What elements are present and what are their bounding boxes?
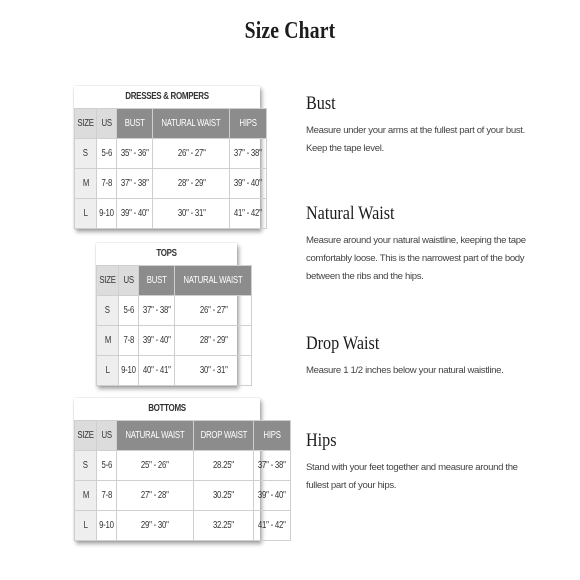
table-row	[75, 451, 291, 481]
table-row	[75, 169, 267, 199]
header-drop-waist: DROP WAIST	[200, 430, 247, 441]
drop-waist-heading: Drop Waist	[306, 333, 380, 354]
cell-hips: 41" - 42"	[258, 520, 287, 531]
table-title: TOPS	[156, 248, 177, 259]
cell-bust: 40" - 41"	[142, 365, 171, 376]
table-row	[75, 481, 291, 511]
cell-size: S	[83, 148, 89, 159]
cell-drop-waist: 28.25"	[213, 460, 234, 471]
cell-bust: 39" - 40"	[120, 208, 149, 219]
cell-hips: 37" - 38"	[258, 460, 287, 471]
cell-drop-waist: 32.25"	[213, 520, 234, 531]
header-us: US	[101, 430, 112, 441]
header-hips: HIPS	[239, 118, 257, 129]
table-row	[75, 199, 267, 229]
natural-waist-heading: Natural Waist	[306, 203, 395, 224]
drop-waist-description: Measure 1 1/2 inches below your natural waistline.	[306, 365, 504, 376]
cell-us: 7-8	[123, 335, 134, 346]
cell-natural-waist: 29" - 30"	[140, 520, 169, 531]
bottoms-table	[74, 398, 287, 541]
cell-natural-waist: 26" - 27"	[177, 148, 206, 159]
cell-us: 7-8	[101, 178, 112, 189]
cell-us: 9-10	[99, 520, 114, 531]
cell-natural-waist: 25" - 26"	[140, 460, 169, 471]
natural-waist-description: Measure around your natural waistline, keeping the tape comfortably loose. This is the narrowest part of the body between the ribs and the hips.	[306, 235, 526, 282]
drop-waist-section	[306, 333, 528, 380]
header-bust: BUST	[146, 275, 167, 286]
cell-natural-waist: 26" - 27"	[199, 305, 228, 316]
cell-size: L	[105, 365, 110, 376]
cell-natural-waist: 30" - 31"	[177, 208, 206, 219]
header-size: SIZE	[77, 430, 94, 441]
table-title: BOTTOMS	[148, 403, 186, 414]
table-header-row	[97, 266, 252, 296]
cell-hips: 41" - 42"	[234, 208, 262, 219]
header-us: US	[123, 275, 134, 286]
hips-heading: Hips	[306, 430, 337, 451]
cell-us: 5-6	[101, 148, 112, 159]
cell-natural-waist: 28" - 29"	[199, 335, 228, 346]
cell-hips: 39" - 40"	[234, 178, 262, 189]
cell-hips: 37" - 38"	[234, 148, 262, 159]
bust-description: Measure under your arms at the fullest part of your bust. Keep the tape level.	[306, 125, 525, 154]
header-natural-waist: NATURAL WAIST	[161, 118, 221, 129]
table-title: DRESSES & ROMPERS	[125, 91, 209, 102]
dresses-rompers-table	[74, 86, 260, 229]
table-row	[97, 356, 252, 386]
cell-size: L	[83, 208, 88, 219]
hips-section	[306, 430, 528, 495]
header-natural-waist: NATURAL WAIST	[183, 275, 243, 286]
natural-waist-section	[306, 203, 528, 286]
cell-size: S	[105, 305, 111, 316]
hips-description: Stand with your feet together and measure around the fullest part of your hips.	[306, 462, 518, 491]
cell-natural-waist: 30" - 31"	[199, 365, 228, 376]
cell-natural-waist: 27" - 28"	[140, 490, 169, 501]
cell-bust: 37" - 38"	[142, 305, 171, 316]
cell-size: M	[82, 178, 89, 189]
cell-size: M	[104, 335, 111, 346]
header-size: SIZE	[77, 118, 94, 129]
table-row	[97, 326, 252, 356]
header-hips: HIPS	[263, 430, 281, 441]
cell-bust: 37" - 38"	[120, 178, 149, 189]
cell-bust: 35" - 36"	[120, 148, 149, 159]
header-size: SIZE	[99, 275, 116, 286]
table-row	[75, 139, 267, 169]
table-row	[75, 511, 291, 541]
cell-us: 7-8	[101, 490, 112, 501]
cell-size: M	[82, 490, 89, 501]
cell-hips: 39" - 40"	[258, 490, 287, 501]
bust-section	[306, 93, 528, 158]
table-row	[97, 296, 252, 326]
cell-size: L	[83, 520, 88, 531]
header-bust: BUST	[124, 118, 145, 129]
cell-us: 9-10	[99, 208, 114, 219]
table-header-row	[75, 109, 267, 139]
header-us: US	[101, 118, 112, 129]
cell-bust: 39" - 40"	[142, 335, 171, 346]
cell-drop-waist: 30.25"	[213, 490, 234, 501]
page-title: Size Chart	[244, 18, 336, 44]
bust-heading: Bust	[306, 93, 336, 114]
header-natural-waist: NATURAL WAIST	[125, 430, 185, 441]
cell-natural-waist: 28" - 29"	[177, 178, 206, 189]
cell-size: S	[83, 460, 89, 471]
tops-table	[96, 243, 243, 386]
table-header-row	[75, 421, 291, 451]
cell-us: 5-6	[101, 460, 112, 471]
cell-us: 9-10	[121, 365, 136, 376]
cell-us: 5-6	[123, 305, 134, 316]
